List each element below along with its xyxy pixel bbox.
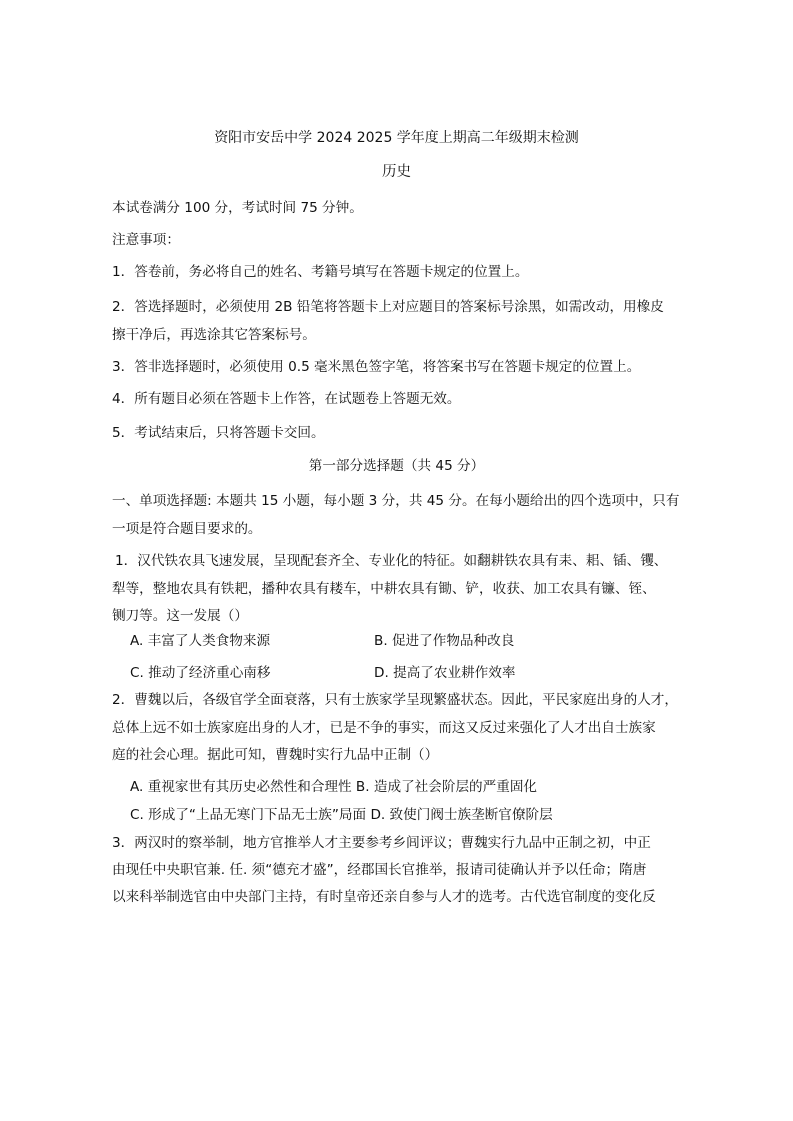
question-1-option-a: A. 丰富了人类食物来源 (130, 633, 271, 649)
question-2-text: 总体上远不如士族家庭出身的人才，已是不争的事实，而这又反过来强化了人才出自士族家 (112, 720, 656, 736)
notice-item: 1．答卷前，务必将自己的姓名、考籍号填写在答题卡规定的位置上。 (112, 264, 529, 280)
question-3-text: 由现任中央职官兼. 任. 须“德充才盛”，经郡国长官推举，报请司徒确认并予以任命；隋唐 (112, 862, 647, 878)
section-instruction: 一、单项选择题: 本题共 15 小题，每小题 3 分，共 45 分。在每小题给出的四个选项中，只有 (112, 493, 680, 509)
question-1-option-d: D. 提高了农业耕作效率 (374, 665, 516, 681)
question-1-option-b: B. 促进了作物品种改良 (374, 633, 515, 649)
question-2-text: 2．曹魏以后，各级官学全面衰落，只有士族家学呈现繁盛状态。因此，平民家庭出身的人才， (112, 692, 678, 708)
question-1-text: 1．汉代铁农具飞速发展，呈现配套齐全、专业化的特征。如翻耕铁农具有耒、耜、锸、䦆、 (115, 553, 668, 569)
score-time-text: 本试卷满分 100 分，考试时间 75 分钟。 (112, 200, 363, 216)
subject-title: 历史 (382, 164, 411, 180)
question-1-text: 铡刀等。这一发展（） (112, 608, 248, 624)
question-2-options-ab: A. 重视家世有其历史必然性和合理性 B. 造成了社会阶层的严重固化 (130, 779, 538, 795)
notice-item: 5．考试结束后，只将答题卡交回。 (112, 425, 325, 441)
notice-heading: 注意事项： (112, 232, 180, 248)
notice-item-continued: 擦干净后，再选涂其它答案标号。 (112, 327, 316, 343)
section-heading: 第一部分选择题（共 45 分） (308, 458, 485, 474)
question-3-text: 3．两汉时的察举制，地方官推举人才主要参考乡闾评议；曹魏实行九品中正制之初，中正 (112, 835, 651, 851)
question-1-option-c: C. 推动了经济重心南移 (130, 665, 271, 681)
notice-item: 3．答非选择题时，必须使用 0.5 毫米黑色签字笔，将答案书写在答题卡规定的位置上。 (112, 359, 641, 375)
question-2-text: 庭的社会心理。据此可知，曹魏时实行九品中正制（） (112, 747, 439, 763)
section-instruction-continued: 一项是符合题目要求的。 (112, 521, 262, 537)
notice-item: 4．所有题目必须在答题卡上作答，在试题卷上答题无效。 (112, 391, 461, 407)
question-2-options-cd: C. 形成了“上品无寒门下品无士族”局面 D. 致使门阀士族垄断官僚阶层 (130, 807, 553, 823)
question-1-text: 犁等，整地农具有铁耙，播种农具有耧车，中耕农具有锄、铲，收获、加工农具有镰、铚、 (112, 581, 656, 597)
exam-title: 资阳市安岳中学 2024 2025 学年度上期高二年级期末检测 (214, 130, 579, 146)
notice-item: 2．答选择题时，必须使用 2B 铅笔将答题卡上对应题目的答案标号涂黑，如需改动，用橡皮 (112, 299, 664, 315)
question-3-text: 以来科举制选官由中央部门主持，有时皇帝还亲自参与人才的选考。古代选官制度的变化反 (112, 889, 656, 905)
